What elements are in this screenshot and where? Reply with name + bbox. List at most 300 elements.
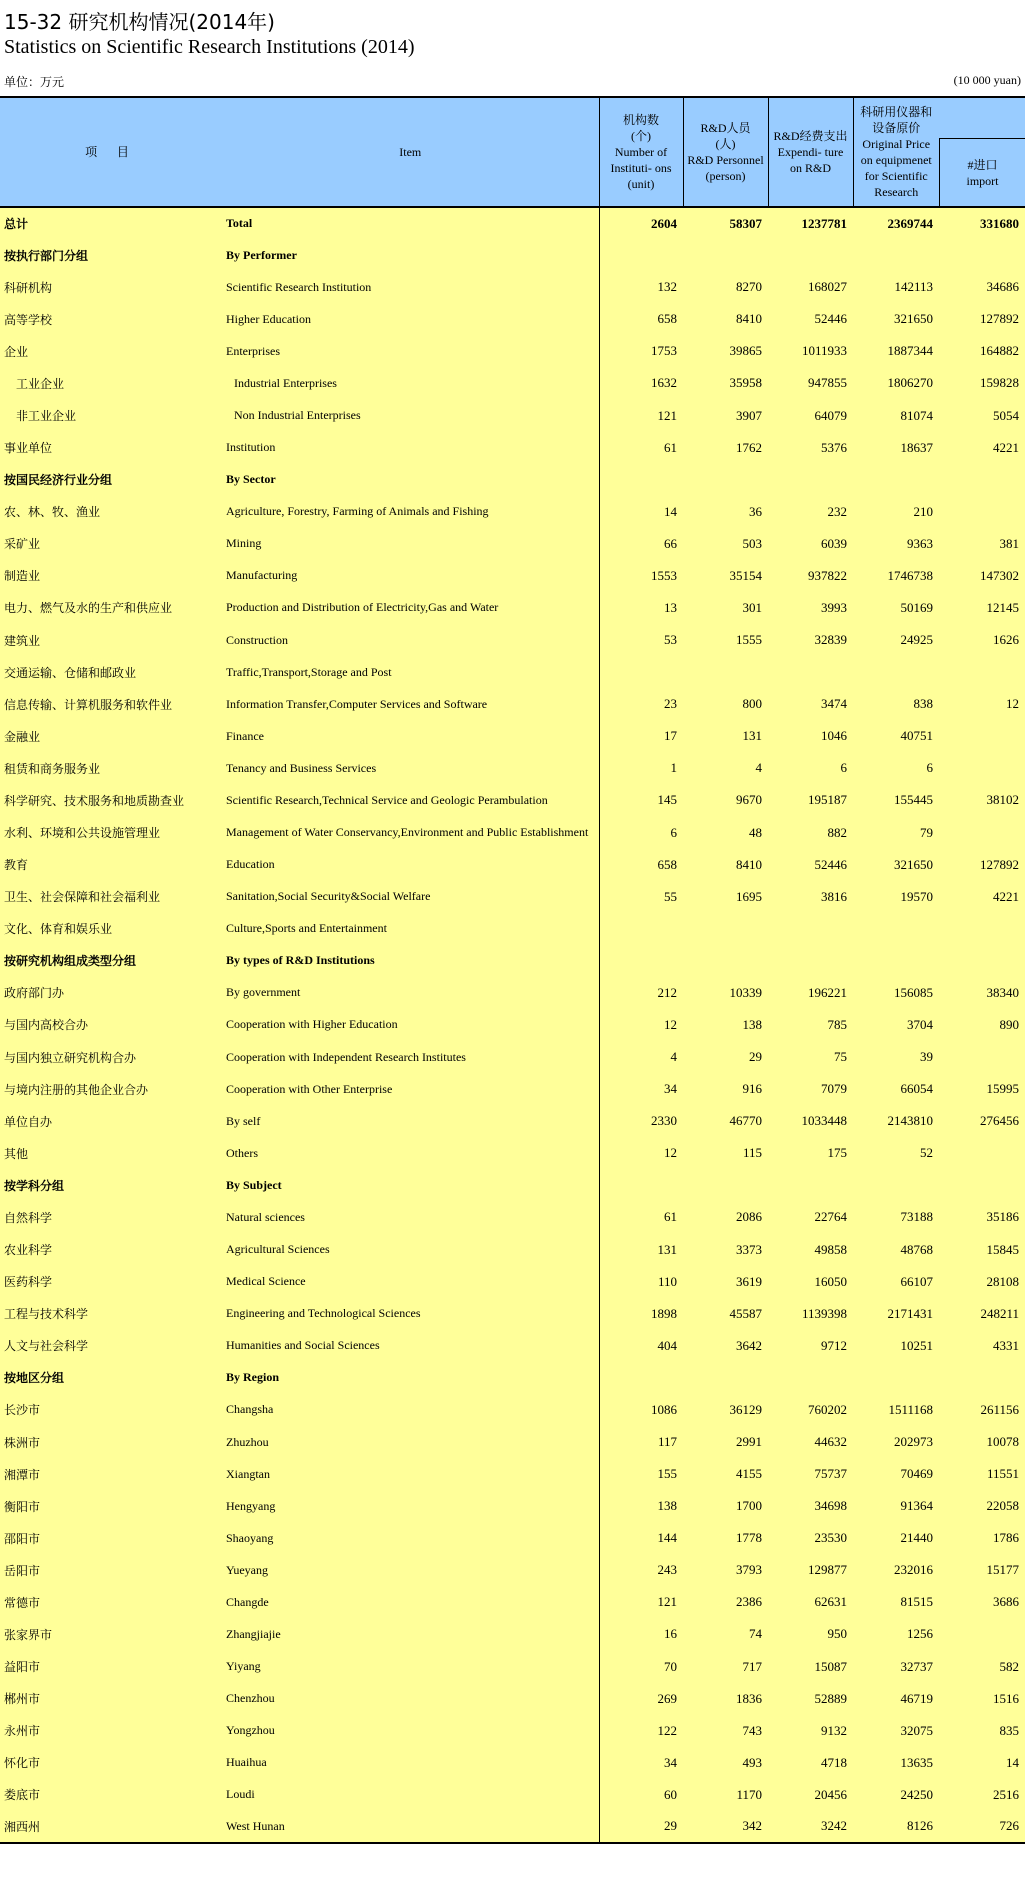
row-item-en: Traffic,Transport,Storage and Post [222, 656, 599, 688]
cell-rd-expenditure: 4718 [768, 1747, 853, 1779]
row-item-cn: 按学科分组 [0, 1169, 222, 1201]
row-item-en: By government [222, 977, 599, 1009]
table-body [0, 207, 1025, 1843]
cell-import: 1516 [939, 1683, 1025, 1715]
cell-rd-personnel: 35154 [683, 560, 768, 592]
row-item-en: Zhangjiajie [222, 1618, 599, 1650]
cell-rd-expenditure: 1139398 [768, 1298, 853, 1330]
cell-import [939, 1618, 1025, 1650]
cell-rd-personnel: 35958 [683, 367, 768, 399]
table-row [0, 1073, 1025, 1105]
table-row [0, 977, 1025, 1009]
row-item-cn: 工程与技术科学 [0, 1298, 222, 1330]
row-item-cn: 人文与社会科学 [0, 1330, 222, 1362]
table-row [0, 1651, 1025, 1683]
cell-import: 1786 [939, 1522, 1025, 1554]
cell-rd-personnel: 58307 [683, 207, 768, 239]
cell-institutions [599, 913, 683, 945]
cell-equipment-price: 1887344 [853, 335, 939, 367]
cell-equipment-price [853, 464, 939, 496]
cell-institutions: 12 [599, 1137, 683, 1169]
row-item-cn: 金融业 [0, 720, 222, 752]
cell-rd-expenditure: 6039 [768, 528, 853, 560]
cell-institutions: 70 [599, 1651, 683, 1683]
cell-institutions: 55 [599, 881, 683, 913]
table-row [0, 496, 1025, 528]
row-item-cn: 水利、环境和公共设施管理业 [0, 816, 222, 848]
cell-import: 147302 [939, 560, 1025, 592]
row-item-en: Culture,Sports and Entertainment [222, 913, 599, 945]
table-row [0, 752, 1025, 784]
table-row [0, 528, 1025, 560]
cell-rd-expenditure [768, 1169, 853, 1201]
cell-import: 4221 [939, 432, 1025, 464]
cell-equipment-price: 10251 [853, 1330, 939, 1362]
cell-rd-expenditure: 937822 [768, 560, 853, 592]
cell-equipment-price: 8126 [853, 1811, 939, 1843]
header-item-en: Item [222, 97, 599, 207]
row-item-cn: 与境内注册的其他企业合办 [0, 1073, 222, 1105]
table-row [0, 624, 1025, 656]
table-row [0, 1618, 1025, 1650]
cell-import: 38340 [939, 977, 1025, 1009]
table-row [0, 335, 1025, 367]
cell-import: 4221 [939, 881, 1025, 913]
cell-equipment-price: 3704 [853, 1009, 939, 1041]
table-row [0, 1554, 1025, 1586]
cell-institutions: 23 [599, 688, 683, 720]
cell-rd-expenditure: 32839 [768, 624, 853, 656]
cell-institutions: 121 [599, 399, 683, 431]
cell-import [939, 1362, 1025, 1394]
row-item-en: Xiangtan [222, 1458, 599, 1490]
cell-rd-expenditure: 3816 [768, 881, 853, 913]
cell-import [939, 816, 1025, 848]
table-row [0, 367, 1025, 399]
cell-import: 4331 [939, 1330, 1025, 1362]
cell-equipment-price: 155445 [853, 784, 939, 816]
cell-rd-personnel: 1836 [683, 1683, 768, 1715]
cell-import: 261156 [939, 1394, 1025, 1426]
row-item-en: Loudi [222, 1779, 599, 1811]
cell-institutions: 404 [599, 1330, 683, 1362]
cell-import: 5054 [939, 399, 1025, 431]
cell-rd-expenditure: 9712 [768, 1330, 853, 1362]
cell-rd-personnel: 3373 [683, 1234, 768, 1266]
cell-equipment-price: 202973 [853, 1426, 939, 1458]
cell-equipment-price: 24925 [853, 624, 939, 656]
row-item-cn: 益阳市 [0, 1651, 222, 1683]
cell-rd-personnel: 29 [683, 1041, 768, 1073]
cell-equipment-price [853, 239, 939, 271]
cell-equipment-price: 13635 [853, 1747, 939, 1779]
cell-equipment-price: 2369744 [853, 207, 939, 239]
header-rd-personnel-label: R&D人员 (人) R&D Personnel (person) [687, 121, 764, 183]
cell-rd-expenditure: 3993 [768, 592, 853, 624]
cell-equipment-price: 73188 [853, 1201, 939, 1233]
cell-institutions: 17 [599, 720, 683, 752]
row-item-cn: 信息传输、计算机服务和软件业 [0, 688, 222, 720]
table-row [0, 1201, 1025, 1233]
row-item-en: Changde [222, 1586, 599, 1618]
row-item-en: Management of Water Conservancy,Environment and Public Establishment [222, 816, 599, 848]
cell-rd-expenditure: 1011933 [768, 335, 853, 367]
cell-rd-personnel: 342 [683, 1811, 768, 1843]
table-row [0, 1041, 1025, 1073]
cell-import [939, 1137, 1025, 1169]
cell-equipment-price: 2171431 [853, 1298, 939, 1330]
cell-rd-personnel [683, 1169, 768, 1201]
table-row [0, 464, 1025, 496]
cell-import [939, 239, 1025, 271]
row-item-cn: 交通运输、仓储和邮政业 [0, 656, 222, 688]
table-row [0, 881, 1025, 913]
cell-equipment-price: 66054 [853, 1073, 939, 1105]
table-row [0, 303, 1025, 335]
table-row [0, 1234, 1025, 1266]
table-row [0, 1298, 1025, 1330]
cell-rd-personnel [683, 945, 768, 977]
row-item-en: Sanitation,Social Security&Social Welfare [222, 881, 599, 913]
cell-import: 22058 [939, 1490, 1025, 1522]
cell-rd-personnel: 1762 [683, 432, 768, 464]
header-rd-expenditure [768, 97, 853, 207]
cell-equipment-price: 91364 [853, 1490, 939, 1522]
cell-institutions: 132 [599, 271, 683, 303]
cell-import: 1626 [939, 624, 1025, 656]
row-item-cn: 怀化市 [0, 1747, 222, 1779]
cell-rd-personnel [683, 1362, 768, 1394]
table-row [0, 1683, 1025, 1715]
cell-rd-personnel: 1700 [683, 1490, 768, 1522]
table-row [0, 1747, 1025, 1779]
cell-rd-expenditure: 882 [768, 816, 853, 848]
cell-rd-personnel: 8410 [683, 849, 768, 881]
row-item-en: Tenancy and Business Services [222, 752, 599, 784]
row-item-en: Huaihua [222, 1747, 599, 1779]
row-item-en: Zhuzhou [222, 1426, 599, 1458]
cell-rd-personnel: 131 [683, 720, 768, 752]
row-item-cn: 按国民经济行业分组 [0, 464, 222, 496]
cell-equipment-price: 32075 [853, 1715, 939, 1747]
cell-institutions: 1 [599, 752, 683, 784]
row-item-en: Yueyang [222, 1554, 599, 1586]
table-row [0, 1169, 1025, 1201]
row-item-cn: 电力、燃气及水的生产和供应业 [0, 592, 222, 624]
cell-rd-expenditure: 9132 [768, 1715, 853, 1747]
cell-rd-expenditure: 23530 [768, 1522, 853, 1554]
row-item-cn: 张家界市 [0, 1618, 222, 1650]
row-item-cn: 采矿业 [0, 528, 222, 560]
cell-institutions: 144 [599, 1522, 683, 1554]
table-row [0, 784, 1025, 816]
cell-institutions: 1632 [599, 367, 683, 399]
row-item-en: Yongzhou [222, 1715, 599, 1747]
cell-institutions [599, 1169, 683, 1201]
cell-rd-expenditure: 195187 [768, 784, 853, 816]
cell-rd-personnel: 3793 [683, 1554, 768, 1586]
table-row [0, 849, 1025, 881]
cell-institutions: 14 [599, 496, 683, 528]
cell-rd-expenditure: 760202 [768, 1394, 853, 1426]
cell-rd-expenditure: 232 [768, 496, 853, 528]
row-item-cn: 教育 [0, 849, 222, 881]
cell-institutions: 1753 [599, 335, 683, 367]
cell-rd-personnel: 9670 [683, 784, 768, 816]
cell-equipment-price: 24250 [853, 1779, 939, 1811]
page-title-en: Statistics on Scientific Research Institutions (2014) [4, 36, 415, 58]
cell-rd-personnel: 8270 [683, 271, 768, 303]
row-item-en: Engineering and Technological Sciences [222, 1298, 599, 1330]
cell-institutions: 66 [599, 528, 683, 560]
cell-rd-expenditure: 75 [768, 1041, 853, 1073]
cell-rd-personnel: 1555 [683, 624, 768, 656]
row-item-en: Changsha [222, 1394, 599, 1426]
row-item-en: Agriculture, Forestry, Farming of Animals and Fishing [222, 496, 599, 528]
cell-equipment-price [853, 1362, 939, 1394]
header-institutions-label: 机构数 (个) Number of Instituti- ons (unit) [610, 113, 672, 191]
row-item-en: By Subject [222, 1169, 599, 1201]
cell-rd-personnel [683, 464, 768, 496]
cell-rd-personnel [683, 913, 768, 945]
table-row [0, 1522, 1025, 1554]
cell-equipment-price: 156085 [853, 977, 939, 1009]
cell-institutions: 658 [599, 849, 683, 881]
cell-institutions: 121 [599, 1586, 683, 1618]
cell-equipment-price: 1511168 [853, 1394, 939, 1426]
table-row [0, 656, 1025, 688]
cell-rd-personnel: 46770 [683, 1105, 768, 1137]
cell-rd-personnel: 717 [683, 1651, 768, 1683]
row-item-cn: 文化、体育和娱乐业 [0, 913, 222, 945]
row-item-cn: 卫生、社会保障和社会福利业 [0, 881, 222, 913]
cell-institutions: 658 [599, 303, 683, 335]
table-row [0, 1458, 1025, 1490]
cell-import: 381 [939, 528, 1025, 560]
cell-institutions: 110 [599, 1266, 683, 1298]
row-item-cn: 事业单位 [0, 432, 222, 464]
row-item-cn: 其他 [0, 1137, 222, 1169]
table-row [0, 1137, 1025, 1169]
cell-equipment-price: 6 [853, 752, 939, 784]
row-item-cn: 农业科学 [0, 1234, 222, 1266]
row-item-cn: 单位自办 [0, 1105, 222, 1137]
cell-institutions: 6 [599, 816, 683, 848]
row-item-en: Information Transfer,Computer Services and Software [222, 688, 599, 720]
header-equipment-price-label: 科研用仪器和设备原价 Original Price on equipmenet for Scientific Research [860, 105, 933, 199]
cell-equipment-price: 70469 [853, 1458, 939, 1490]
cell-import: 159828 [939, 367, 1025, 399]
cell-equipment-price: 1806270 [853, 367, 939, 399]
cell-equipment-price: 39 [853, 1041, 939, 1073]
row-item-en: Yiyang [222, 1651, 599, 1683]
cell-import [939, 496, 1025, 528]
row-item-cn: 按地区分组 [0, 1362, 222, 1394]
cell-rd-personnel: 916 [683, 1073, 768, 1105]
row-item-en: Others [222, 1137, 599, 1169]
cell-rd-personnel: 3907 [683, 399, 768, 431]
cell-rd-personnel: 800 [683, 688, 768, 720]
cell-rd-personnel: 10339 [683, 977, 768, 1009]
row-item-cn: 自然科学 [0, 1201, 222, 1233]
cell-institutions: 155 [599, 1458, 683, 1490]
row-item-cn: 岳阳市 [0, 1554, 222, 1586]
cell-rd-personnel: 138 [683, 1009, 768, 1041]
row-item-cn: 科学研究、技术服务和地质勘查业 [0, 784, 222, 816]
table-row [0, 1426, 1025, 1458]
row-item-en: Natural sciences [222, 1201, 599, 1233]
cell-institutions: 117 [599, 1426, 683, 1458]
cell-rd-personnel: 4 [683, 752, 768, 784]
cell-institutions: 2330 [599, 1105, 683, 1137]
cell-institutions: 4 [599, 1041, 683, 1073]
cell-rd-personnel: 743 [683, 1715, 768, 1747]
row-item-en: Medical Science [222, 1266, 599, 1298]
row-item-en: Production and Distribution of Electricity,Gas and Water [222, 592, 599, 624]
cell-institutions: 34 [599, 1747, 683, 1779]
cell-equipment-price: 32737 [853, 1651, 939, 1683]
table-row [0, 432, 1025, 464]
cell-rd-expenditure [768, 656, 853, 688]
table-row [0, 560, 1025, 592]
cell-rd-personnel: 3642 [683, 1330, 768, 1362]
cell-equipment-price: 838 [853, 688, 939, 720]
row-item-en: Hengyang [222, 1490, 599, 1522]
row-item-cn: 娄底市 [0, 1779, 222, 1811]
cell-equipment-price: 79 [853, 816, 939, 848]
cell-rd-expenditure: 75737 [768, 1458, 853, 1490]
row-item-cn: 与国内高校合办 [0, 1009, 222, 1041]
cell-institutions: 61 [599, 1201, 683, 1233]
row-item-cn: 株洲市 [0, 1426, 222, 1458]
cell-equipment-price: 9363 [853, 528, 939, 560]
cell-rd-expenditure: 49858 [768, 1234, 853, 1266]
cell-institutions: 131 [599, 1234, 683, 1266]
cell-institutions [599, 464, 683, 496]
header-institutions [599, 97, 683, 207]
cell-import: 12145 [939, 592, 1025, 624]
cell-rd-expenditure: 52446 [768, 303, 853, 335]
cell-rd-expenditure: 52446 [768, 849, 853, 881]
table-row [0, 1009, 1025, 1041]
cell-rd-expenditure [768, 464, 853, 496]
cell-institutions: 61 [599, 432, 683, 464]
cell-equipment-price: 81074 [853, 399, 939, 431]
cell-import: 276456 [939, 1105, 1025, 1137]
cell-equipment-price: 21440 [853, 1522, 939, 1554]
cell-import: 10078 [939, 1426, 1025, 1458]
row-item-cn: 长沙市 [0, 1394, 222, 1426]
row-item-en: Scientific Research,Technical Service and Geologic Perambulation [222, 784, 599, 816]
cell-import: 28108 [939, 1266, 1025, 1298]
cell-import: 127892 [939, 303, 1025, 335]
row-item-cn: 邵阳市 [0, 1522, 222, 1554]
table-row [0, 1715, 1025, 1747]
cell-import: 248211 [939, 1298, 1025, 1330]
row-item-en: Finance [222, 720, 599, 752]
cell-rd-expenditure: 3474 [768, 688, 853, 720]
cell-institutions: 122 [599, 1715, 683, 1747]
cell-equipment-price: 232016 [853, 1554, 939, 1586]
table-row [0, 271, 1025, 303]
row-item-en: By types of R&D Institutions [222, 945, 599, 977]
cell-rd-expenditure: 6 [768, 752, 853, 784]
cell-import [939, 1041, 1025, 1073]
row-item-cn: 常德市 [0, 1586, 222, 1618]
cell-import: 12 [939, 688, 1025, 720]
table-row [0, 1362, 1025, 1394]
cell-institutions [599, 1362, 683, 1394]
table-header-row [0, 97, 1025, 207]
cell-rd-personnel: 4155 [683, 1458, 768, 1490]
cell-equipment-price: 81515 [853, 1586, 939, 1618]
cell-rd-expenditure: 16050 [768, 1266, 853, 1298]
row-item-en: By self [222, 1105, 599, 1137]
row-item-en: West Hunan [222, 1811, 599, 1843]
table-row [0, 945, 1025, 977]
cell-rd-expenditure: 168027 [768, 271, 853, 303]
cell-rd-personnel [683, 239, 768, 271]
cell-equipment-price: 19570 [853, 881, 939, 913]
header-equipment-price [853, 97, 939, 207]
cell-rd-expenditure: 5376 [768, 432, 853, 464]
cell-rd-expenditure: 1237781 [768, 207, 853, 239]
cell-import: 15995 [939, 1073, 1025, 1105]
table-row [0, 239, 1025, 271]
cell-institutions: 145 [599, 784, 683, 816]
cell-rd-expenditure: 15087 [768, 1651, 853, 1683]
row-item-en: Industrial Enterprises [222, 367, 599, 399]
cell-rd-expenditure: 1046 [768, 720, 853, 752]
table-row [0, 688, 1025, 720]
header-item-cn: 项 目 [0, 97, 222, 207]
table-row [0, 1779, 1025, 1811]
cell-rd-expenditure [768, 239, 853, 271]
table-row [0, 1811, 1025, 1843]
table-row [0, 592, 1025, 624]
cell-import: 726 [939, 1811, 1025, 1843]
cell-equipment-price: 321650 [853, 303, 939, 335]
cell-rd-personnel: 2386 [683, 1586, 768, 1618]
row-item-cn: 企业 [0, 335, 222, 367]
cell-import: 34686 [939, 271, 1025, 303]
row-item-en: Institution [222, 432, 599, 464]
cell-equipment-price: 46719 [853, 1683, 939, 1715]
cell-import [939, 464, 1025, 496]
cell-rd-personnel: 3619 [683, 1266, 768, 1298]
cell-rd-personnel: 1170 [683, 1779, 768, 1811]
cell-rd-personnel: 36129 [683, 1394, 768, 1426]
cell-rd-expenditure: 22764 [768, 1201, 853, 1233]
row-item-cn: 湘潭市 [0, 1458, 222, 1490]
cell-rd-expenditure [768, 945, 853, 977]
table-row [0, 913, 1025, 945]
header-rd-expenditure-label: R&D经费支出 Expendi- ture on R&D [773, 129, 848, 175]
table-row [0, 207, 1025, 239]
cell-equipment-price: 1746738 [853, 560, 939, 592]
cell-institutions: 1553 [599, 560, 683, 592]
table-row [0, 399, 1025, 431]
cell-equipment-price [853, 945, 939, 977]
cell-institutions: 29 [599, 1811, 683, 1843]
row-item-en: Cooperation with Other Enterprise [222, 1073, 599, 1105]
cell-institutions: 60 [599, 1779, 683, 1811]
cell-equipment-price [853, 913, 939, 945]
row-item-cn: 非工业企业 [0, 399, 222, 431]
cell-rd-personnel: 8410 [683, 303, 768, 335]
row-item-en: Chenzhou [222, 1683, 599, 1715]
row-item-en: Higher Education [222, 303, 599, 335]
